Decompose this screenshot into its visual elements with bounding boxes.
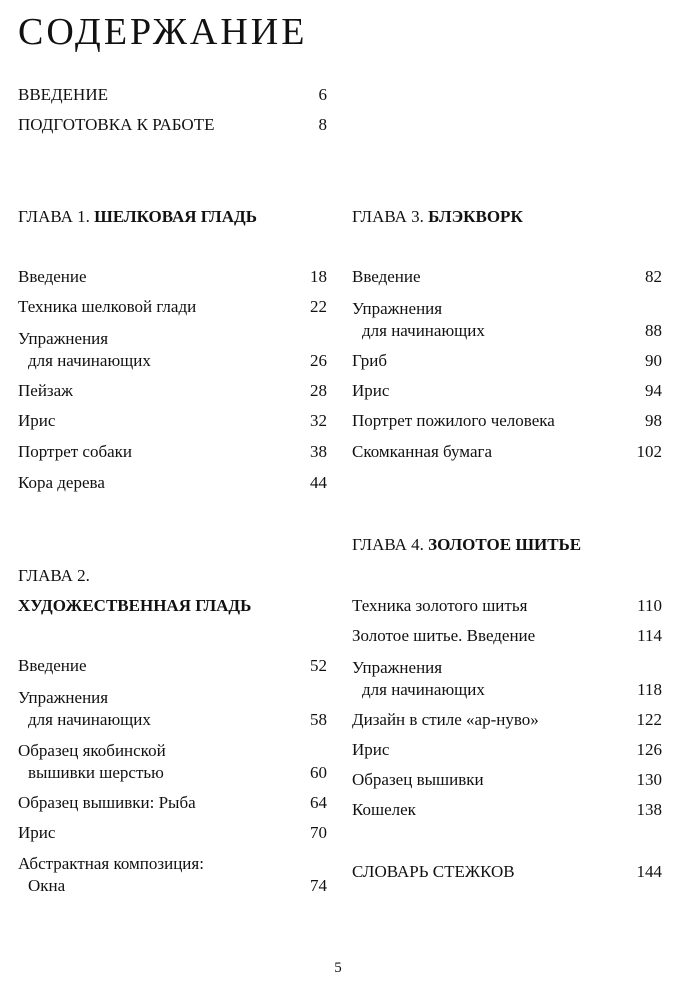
- toc-entry-label: [352, 441, 492, 463]
- toc-entry[interactable]: [18, 296, 327, 318]
- toc-entry-label-line: Введение: [18, 656, 87, 675]
- toc-entry-page: 94: [645, 381, 662, 400]
- toc-entry-glossary[interactable]: [352, 861, 662, 883]
- toc-entry-label: [18, 740, 166, 784]
- toc-entry-label: [352, 769, 484, 791]
- toc-entry[interactable]: [352, 441, 662, 463]
- chapter-name: БЛЭКВОРК: [428, 207, 523, 226]
- toc-entry-page: 26: [310, 351, 327, 370]
- toc-entry-page: 52: [310, 656, 327, 675]
- toc-entry-page: 8: [318, 115, 327, 134]
- toc-entry-label: [18, 822, 55, 844]
- toc-entry[interactable]: [352, 657, 662, 701]
- toc-entry-label-line: Окна: [28, 876, 66, 895]
- toc-entry-label: [352, 595, 527, 617]
- toc-entry-label: [18, 380, 73, 402]
- toc-entry-label-line: Ирис: [18, 411, 56, 430]
- chapter-2-heading-prefix: ГЛАВА 2.: [18, 566, 90, 585]
- toc-entry-page: 22: [310, 297, 327, 316]
- toc-entry-label-line: Упражнения: [352, 658, 443, 677]
- toc-entry-label-line: Ирис: [352, 740, 390, 759]
- toc-entry-label-line: Ирис: [352, 381, 390, 400]
- toc-entry-page: 138: [636, 800, 662, 819]
- chapter-name: ЗОЛОТОЕ ШИТЬЕ: [428, 535, 582, 554]
- toc-entry-label: [18, 853, 204, 897]
- toc-entry[interactable]: [352, 625, 662, 647]
- toc-entry-label: [352, 739, 389, 761]
- toc-entry[interactable]: [18, 266, 327, 288]
- chapter-prefix: ГЛАВА 3.: [352, 207, 424, 226]
- toc-entry-page: 70: [310, 823, 327, 842]
- toc-entry[interactable]: [352, 739, 662, 761]
- toc-entry-label: [18, 410, 55, 432]
- toc-entry-label-line: Кора дерева: [18, 473, 105, 492]
- toc-entry-label-line: для начинающих: [362, 680, 485, 699]
- toc-entry-label: [18, 655, 87, 677]
- toc-entry-page: 110: [637, 596, 662, 615]
- toc-entry-page: 126: [636, 740, 662, 759]
- chapter-4-heading: [352, 534, 581, 556]
- toc-entry-label: [18, 328, 151, 372]
- toc-entry-label: ВВЕДЕНИЕ: [18, 85, 108, 104]
- toc-entry-label-line: Образец вышивки: [352, 770, 484, 789]
- toc-entry-label-line: Введение: [352, 267, 421, 286]
- toc-entry[interactable]: [18, 687, 327, 731]
- toc-entry-label: СЛОВАРЬ СТЕЖКОВ: [352, 862, 515, 881]
- toc-entry-page: 64: [310, 793, 327, 812]
- toc-entry-label: [352, 266, 421, 288]
- toc-entry-label-line: Золотое шитье. Введение: [352, 626, 536, 645]
- toc-entry[interactable]: [352, 350, 662, 372]
- toc-entry-page: 82: [645, 267, 662, 286]
- chapter-2-heading-name: [18, 595, 251, 617]
- toc-entry-page: 58: [310, 710, 327, 729]
- page-title: СОДЕРЖАНИЕ: [18, 11, 308, 53]
- toc-entry-label-line: Дизайн в стиле «ар-нуво»: [352, 710, 539, 729]
- chapter-name: ШЕЛКОВАЯ ГЛАДЬ: [94, 207, 257, 226]
- toc-entry[interactable]: [18, 822, 327, 844]
- toc-entry-label-line: Образец якобинской: [18, 741, 166, 760]
- toc-entry[interactable]: [352, 266, 662, 288]
- toc-entry-label: ПОДГОТОВКА К РАБОТЕ: [18, 115, 215, 134]
- toc-entry-label-line: Ирис: [18, 823, 56, 842]
- chapter-name: ХУДОЖЕСТВЕННАЯ ГЛАДЬ: [18, 596, 252, 615]
- toc-entry-page: 130: [636, 770, 662, 789]
- toc-entry[interactable]: [352, 380, 662, 402]
- toc-entry-page: 6: [318, 85, 327, 104]
- toc-entry-label-line: для начинающих: [28, 710, 151, 729]
- toc-entry-label-line: Портрет пожилого человека: [352, 411, 555, 430]
- toc-entry-label-line: Портрет собаки: [18, 442, 133, 461]
- toc-entry-label-line: Скомканная бумага: [352, 442, 493, 461]
- toc-entry-label: [352, 709, 539, 731]
- toc-entry-page: 18: [310, 267, 327, 286]
- toc-entry-page: 118: [637, 680, 662, 699]
- chapter-prefix: ГЛАВА 1.: [18, 207, 90, 226]
- toc-entry[interactable]: [18, 740, 327, 784]
- toc-entry-label: [352, 657, 485, 701]
- toc-entry-label: [352, 298, 485, 342]
- toc-entry-label: [18, 687, 151, 731]
- toc-entry-label: [18, 472, 105, 494]
- page-number: 5: [334, 960, 342, 976]
- toc-entry-label: [352, 625, 535, 647]
- toc-entry-label-line: Техника шелковой глади: [18, 297, 197, 316]
- toc-entry-page: 144: [636, 862, 662, 881]
- toc-entry-label: [352, 350, 387, 372]
- toc-entry[interactable]: [18, 792, 327, 814]
- chapter-1-heading: [18, 206, 257, 228]
- toc-entry-label-line: Пейзаж: [18, 381, 73, 400]
- toc-entry-label-line: Абстрактная композиция:: [18, 854, 204, 873]
- toc-entry-label-line: Гриб: [352, 351, 388, 370]
- toc-entry-label-line: Образец вышивки: Рыба: [18, 793, 196, 812]
- toc-entry[interactable]: [352, 709, 662, 731]
- toc-entry-intro[interactable]: [18, 84, 327, 106]
- toc-entry-label-line: Упражнения: [18, 688, 109, 707]
- toc-entry-preparation[interactable]: [18, 114, 327, 136]
- toc-entry-label-line: Техника золотого шитья: [352, 596, 528, 615]
- toc-entry-page: 38: [310, 442, 327, 461]
- toc-entry-label-line: Кошелек: [352, 800, 416, 819]
- toc-entry[interactable]: [352, 298, 662, 342]
- toc-entry-page: 44: [310, 473, 327, 492]
- toc-entry-label: [352, 799, 416, 821]
- toc-entry-label-line: Упражнения: [352, 299, 443, 318]
- toc-entry-label: [18, 792, 196, 814]
- toc-entry[interactable]: [352, 595, 662, 617]
- toc-entry-label-line: для начинающих: [28, 351, 151, 370]
- toc-entry-label: [18, 296, 196, 318]
- toc-entry[interactable]: [18, 655, 327, 677]
- toc-entry[interactable]: [18, 380, 327, 402]
- toc-entry[interactable]: [18, 472, 327, 494]
- toc-entry-label-line: для начинающих: [362, 321, 485, 340]
- toc-entry-page: 114: [637, 626, 662, 645]
- toc-entry[interactable]: [18, 441, 327, 463]
- chapter-3-heading: [352, 206, 523, 228]
- toc-entry[interactable]: [352, 410, 662, 432]
- toc-entry-label-line: Введение: [18, 267, 87, 286]
- toc-entry-page: 32: [310, 411, 327, 430]
- toc-entry-page: 28: [310, 381, 327, 400]
- toc-entry-label: [18, 441, 132, 463]
- toc-entry-page: 60: [310, 763, 327, 782]
- toc-entry[interactable]: [352, 799, 662, 821]
- toc-entry[interactable]: [18, 853, 327, 897]
- toc-entry-label-line: вышивки шерстью: [28, 763, 164, 782]
- toc-entry-label: [18, 266, 87, 288]
- chapter-prefix: ГЛАВА 4.: [352, 535, 424, 554]
- toc-entry[interactable]: [352, 769, 662, 791]
- toc-entry-page: 98: [645, 411, 662, 430]
- toc-entry-label-line: Упражнения: [18, 329, 109, 348]
- toc-entry[interactable]: [18, 328, 327, 372]
- toc-entry-page: 122: [636, 710, 662, 729]
- toc-entry-label: [352, 410, 555, 432]
- toc-entry-label: [352, 380, 389, 402]
- toc-entry-page: 102: [636, 442, 662, 461]
- toc-entry-page: 88: [645, 321, 662, 340]
- toc-entry-page: 74: [310, 876, 327, 895]
- toc-entry[interactable]: [18, 410, 327, 432]
- toc-entry-page: 90: [645, 351, 662, 370]
